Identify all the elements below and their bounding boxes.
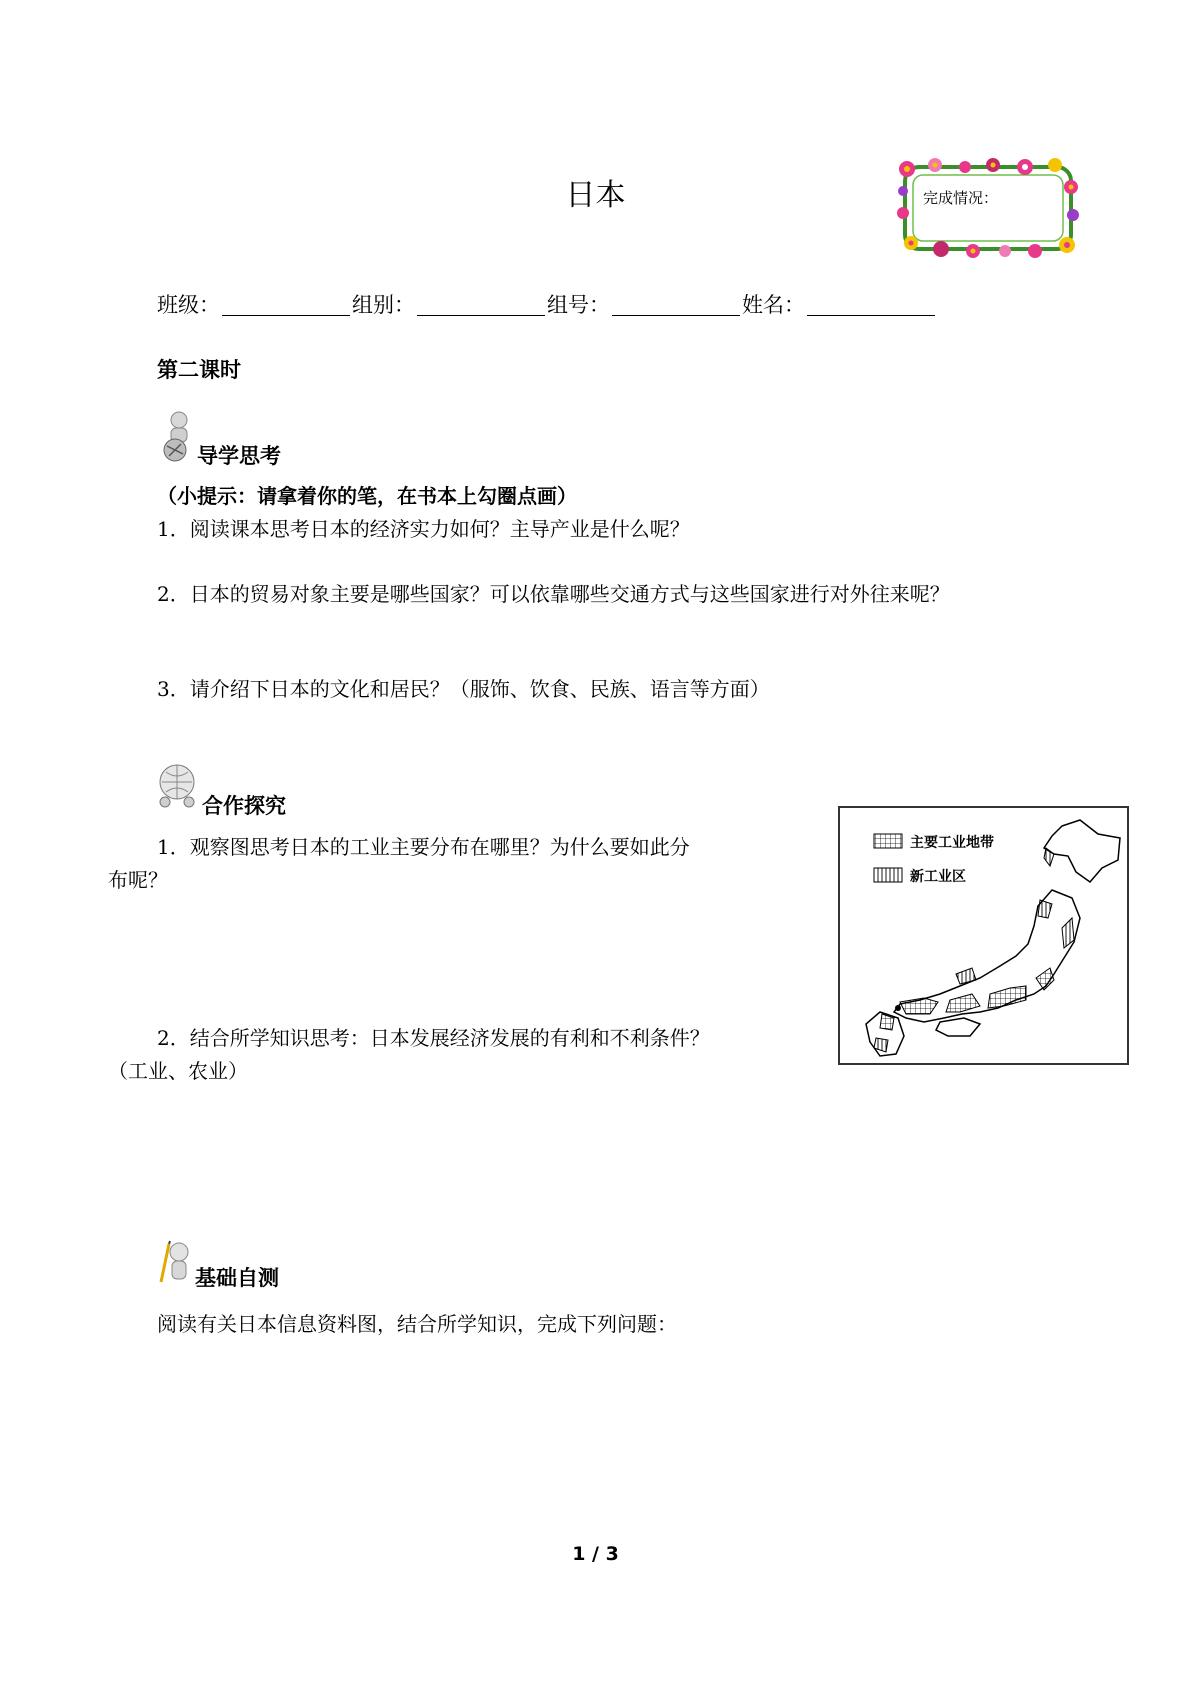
hint-text: （小提示：请拿着你的笔，在书本上勾圈点画）	[157, 484, 577, 508]
class-label: 班级：	[157, 293, 220, 317]
pencil-figure-icon	[157, 1240, 193, 1290]
section-heading-guided: 导学思考	[197, 444, 281, 468]
cooperative-question-2-line2: （工业、农业）	[108, 1059, 248, 1083]
guided-question-3: 3．请介绍下日本的文化和居民？（服饰、饮食、民族、语言等方面）	[157, 677, 770, 701]
self-test-instructions: 阅读有关日本信息资料图，结合所学知识，完成下列问题：	[157, 1312, 677, 1336]
lesson-heading: 第二课时	[157, 358, 241, 382]
legend-main-industrial-belt: 主要工业地带	[910, 835, 994, 851]
thinker-icon	[157, 410, 197, 466]
group-number-label: 组号：	[547, 293, 610, 317]
cooperative-question-2-line1: 2．结合所学知识思考：日本发展经济发展的有利和不利条件？	[157, 1026, 710, 1050]
page-title: 日本	[565, 178, 626, 213]
badge-label: 完成情况：	[923, 189, 999, 207]
section-heading-cooperative: 合作探究	[202, 794, 286, 818]
page-number: 1 / 3	[572, 1543, 619, 1565]
guided-question-1: 1．阅读课本思考日本的经济实力如何？主导产业是什么呢？	[157, 517, 690, 541]
section-heading-self-test: 基础自测	[195, 1266, 279, 1290]
group-number-field[interactable]	[612, 295, 740, 316]
japan-industry-map	[838, 806, 1129, 1065]
student-info-row	[157, 289, 937, 319]
globe-people-icon	[157, 762, 199, 814]
cooperative-question-1-line1: 1．观察图思考日本的工业主要分布在哪里？为什么要如此分	[157, 835, 690, 859]
flower-frame-icon	[895, 157, 1081, 259]
name-field[interactable]	[807, 295, 935, 316]
guided-question-2: 2．日本的贸易对象主要是哪些国家？可以依靠哪些交通方式与这些国家进行对外往来呢？	[157, 582, 950, 606]
completion-badge	[895, 157, 1081, 259]
group-field[interactable]	[417, 295, 545, 316]
class-field[interactable]	[222, 295, 350, 316]
cooperative-question-1-line2: 布呢？	[108, 868, 168, 892]
legend-new-industrial-area: 新工业区	[910, 869, 966, 885]
name-label: 姓名：	[742, 293, 805, 317]
group-label: 组别：	[352, 293, 415, 317]
